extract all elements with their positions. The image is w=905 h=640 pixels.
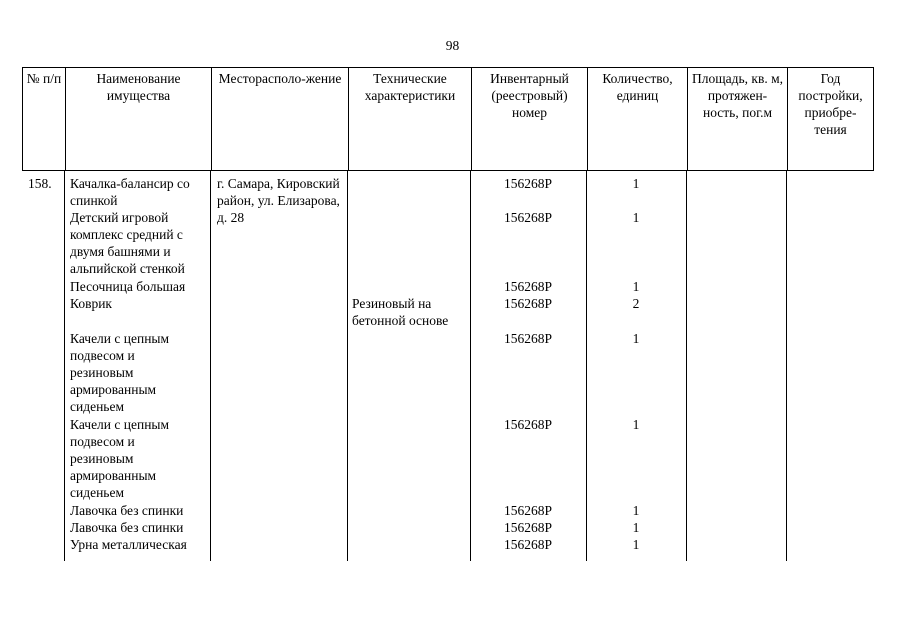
item-inventory-number: 156268Р	[503, 210, 552, 225]
item-name: Песочница большая	[70, 279, 186, 294]
record-location: г. Самара, Кировский район, ул. Елизарова, д. 28	[217, 176, 340, 225]
item-inventory-number: 156268Р	[503, 417, 552, 432]
column-divider	[64, 171, 65, 561]
item-quantity: 2	[632, 296, 640, 311]
item-quantity: 1	[632, 503, 640, 518]
item-quantity: 1	[632, 331, 640, 346]
header-number: № п/п	[26, 71, 62, 86]
item-inventory-number: 156268Р	[503, 176, 552, 191]
item-quantity: 1	[632, 417, 640, 432]
item-name: Коврик	[70, 296, 112, 311]
item-quantity: 1	[632, 279, 640, 294]
header-tech: Технические характеристики	[348, 68, 471, 170]
item-inventory-number: 156268Р	[503, 331, 552, 346]
item-inventory-number: 156268Р	[503, 520, 552, 535]
header-area: Площадь, кв. м, протяжен-ность, пог.м	[687, 68, 787, 170]
item-quantity: 1	[632, 176, 640, 191]
item-name: Качели с цепным подвесом и резиновым армированным сиденьем	[70, 417, 170, 500]
record-number: 158.	[28, 176, 52, 191]
item-inventory-number: 156268Р	[503, 503, 552, 518]
table-body	[22, 171, 874, 561]
item-name: Урна металлическая	[70, 537, 187, 552]
item-quantity: 1	[632, 537, 640, 552]
item-name: Качели с цепным подвесом и резиновым армированным сиденьем	[70, 331, 170, 414]
table-header	[22, 67, 874, 171]
page-number: 98	[445, 38, 460, 53]
item-quantity: 1	[632, 210, 640, 225]
item-name: Лавочка без спинки	[70, 520, 184, 535]
header-quantity: Количество, единиц	[587, 68, 687, 170]
item-quantity: 1	[632, 520, 640, 535]
header-name: Наименование имущества	[65, 68, 211, 170]
item-name: Детский игровой комплекс средний с двумя башнями и альпийской стенкой	[70, 210, 185, 276]
column-divider	[347, 171, 348, 561]
item-name: Качалка-балансир со спинкой	[70, 176, 190, 208]
item-tech-characteristics: Резиновый на бетонной основе	[352, 296, 449, 328]
item-inventory-number: 156268Р	[503, 279, 552, 294]
item-inventory-number: 156268Р	[503, 296, 552, 311]
header-inventory: Инвентарный (реестровый) номер	[471, 68, 587, 170]
header-year: Год постройки, приобре-тения	[787, 68, 873, 170]
header-location: Месторасполо-жение	[211, 68, 348, 170]
item-name: Лавочка без спинки	[70, 503, 184, 518]
item-inventory-number: 156268Р	[503, 537, 552, 552]
column-divider	[686, 171, 687, 561]
column-divider	[786, 171, 787, 561]
